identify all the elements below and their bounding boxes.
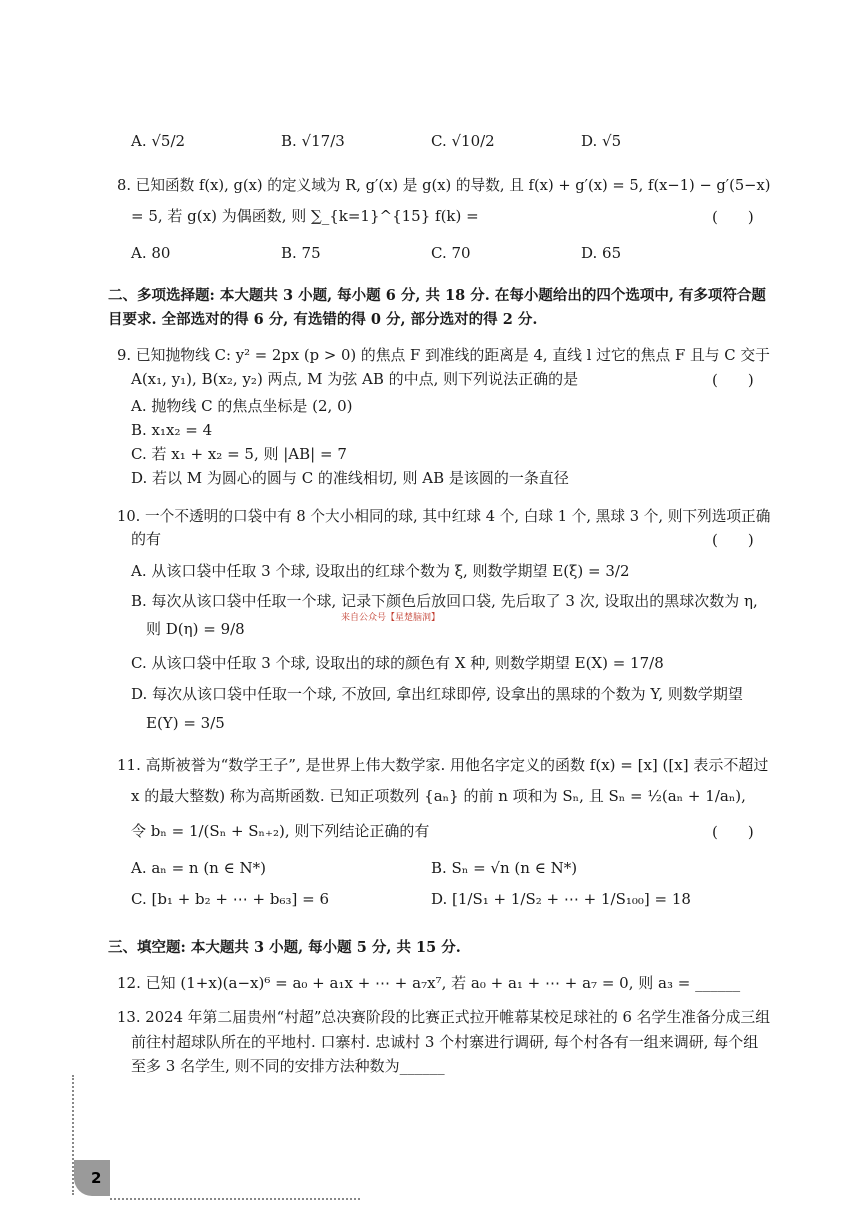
q10-option-d-line2: E(Y) = 3/5 <box>146 714 225 732</box>
q8-answer-paren: ( ) <box>712 208 754 226</box>
q9-answer-paren: ( ) <box>712 371 754 389</box>
q8-option-a: A. 80 <box>131 244 171 262</box>
q7-option-d: D. √5 <box>581 132 622 150</box>
q11-stem-line1: 11. 高斯被誉为“数学王子”, 是世界上伟大数学家. 用他名字定义的函数 f(x) = [x] ([x] 表示不超过 <box>117 756 769 774</box>
q10-option-d-line1: D. 每次从该口袋中任取一个球, 不放回, 拿出红球即停, 设拿出的黑球的个数为 Y, 则数学期望 <box>131 685 743 703</box>
q11-stem-line2: x 的最大整数) 称为高斯函数. 已知正项数列 {aₙ} 的前 n 项和为 Sₙ, 且 Sₙ = ½(aₙ + 1/aₙ), <box>131 787 746 805</box>
q10-stem-line1: 10. 一个不透明的口袋中有 8 个大小相同的球, 其中红球 4 个, 白球 1 个, 黑球 3 个, 则下列选项正确 <box>117 507 771 525</box>
q10-option-c: C. 从该口袋中任取 3 个球, 设取出的球的颜色有 X 种, 则数学期望 E(X) = 17/8 <box>131 654 664 672</box>
q12-stem: 12. 已知 (1+x)(a−x)⁶ = a₀ + a₁x + ⋯ + a₇x⁷, 若 a₀ + a₁ + ⋯ + a₇ = 0, 则 a₃ = ______ <box>117 974 741 992</box>
q11-option-d: D. [1/S₁ + 1/S₂ + ⋯ + 1/S₁₀₀] = 18 <box>431 890 691 908</box>
q11-option-c: C. [b₁ + b₂ + ⋯ + b₆₃] = 6 <box>131 890 330 908</box>
page-border-dotted-horizontal <box>110 1198 360 1200</box>
q9-option-b: B. x₁x₂ = 4 <box>131 421 213 439</box>
q8-option-b: B. 75 <box>281 244 321 262</box>
q11-option-b: B. Sₙ = √n (n ∈ N*) <box>431 859 578 877</box>
q8-stem-line2: = 5, 若 g(x) 为偶函数, 则 ∑_{k=1}^{15} f(k) = <box>131 207 479 225</box>
q10-option-b-line2: 则 D(η) = 9/8 <box>146 620 245 638</box>
section2-heading-line1: 二、多项选择题: 本大题共 3 小题, 每小题 6 分, 共 18 分. 在每小题给出的四个选项中, 有多项符合题 <box>108 287 766 304</box>
q9-stem-line2: A(x₁, y₁), B(x₂, y₂) 两点, M 为弦 AB 的中点, 则下列说法正确的是 <box>131 370 579 388</box>
section3-heading: 三、填空题: 本大题共 3 小题, 每小题 5 分, 共 15 分. <box>108 939 461 956</box>
q9-option-c: C. 若 x₁ + x₂ = 5, 则 |AB| = 7 <box>131 445 347 463</box>
q11-option-a: A. aₙ = n (n ∈ N*) <box>131 859 266 877</box>
section2-heading-line2: 目要求. 全部选对的得 6 分, 有选错的得 0 分, 部分选对的得 2 分. <box>108 311 538 328</box>
q9-option-a: A. 抛物线 C 的焦点坐标是 (2, 0) <box>131 397 353 415</box>
q7-option-c: C. √10/2 <box>431 132 495 150</box>
q10-option-b-line1: B. 每次从该口袋中任取一个球, 记录下颜色后放回口袋, 先后取了 3 次, 设取出的黑球次数为 η, <box>131 592 758 610</box>
q7-option-a: A. √5/2 <box>131 132 186 150</box>
q13-stem-line3: 至多 3 名学生, 则不同的安排方法种数为______ <box>131 1057 445 1075</box>
q11-answer-paren: ( ) <box>712 823 754 841</box>
q9-stem-line1: 9. 已知抛物线 C: y² = 2px (p > 0) 的焦点 F 到准线的距离是 4, 直线 l 过它的焦点 F 且与 C 交于 <box>117 346 770 364</box>
page-number: 2 <box>91 1169 102 1187</box>
q10-stem-line2: 的有 <box>131 530 162 548</box>
q7-option-b: B. √17/3 <box>281 132 345 150</box>
q8-option-c: C. 70 <box>431 244 471 262</box>
q10-answer-paren: ( ) <box>712 531 754 549</box>
q9-option-d: D. 若以 M 为圆心的圆与 C 的准线相切, 则 AB 是该圆的一条直径 <box>131 469 569 487</box>
q8-option-d: D. 65 <box>581 244 622 262</box>
q13-stem-line1: 13. 2024 年第二届贵州“村超”总决赛阶段的比赛正式拉开帷幕某校足球社的 6 名学生准备分成三组 <box>117 1008 771 1026</box>
q8-stem-line1: 8. 已知函数 f(x), g(x) 的定义域为 R, g′(x) 是 g(x) 的导数, 且 f(x) + g′(x) = 5, f(x−1) − g′(5−x) <box>117 176 771 194</box>
q11-stem-line3: 令 bₙ = 1/(Sₙ + Sₙ₊₂), 则下列结论正确的有 <box>131 822 430 840</box>
q13-stem-line2: 前往村超球队所在的平地村. 口寨村. 忠诚村 3 个村寨进行调研, 每个村各有一组来调研, 每个组 <box>131 1033 759 1051</box>
q10-option-a: A. 从该口袋中任取 3 个球, 设取出的红球个数为 ξ, 则数学期望 E(ξ) = 3/2 <box>131 562 630 580</box>
watermark-text: 来自公众号【星楚脑洞】 <box>341 613 441 623</box>
